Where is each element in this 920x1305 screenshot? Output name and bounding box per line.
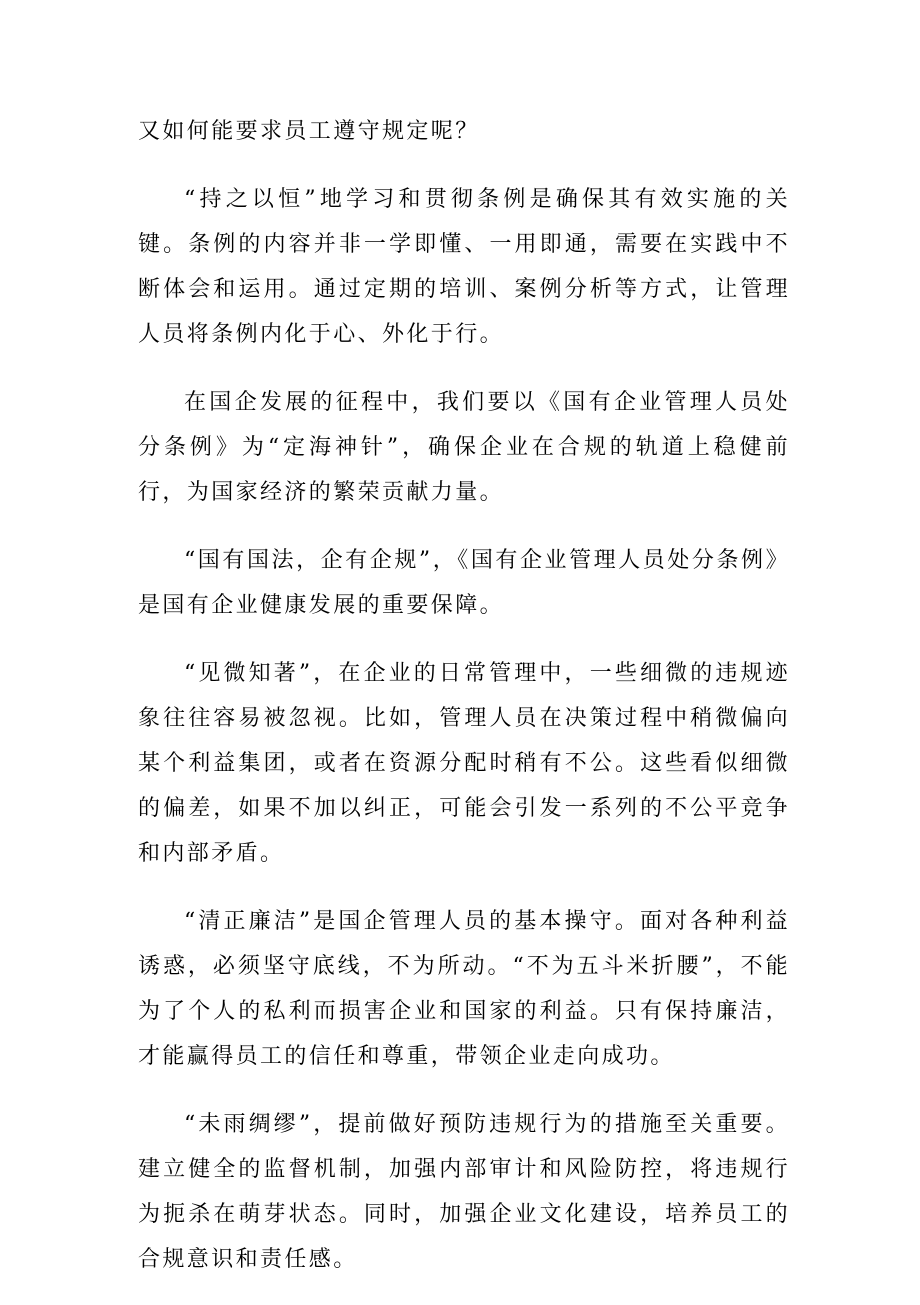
paragraph-subtle-signs: “见微知著”，在企业的日常管理中，一些细微的违规迹象往往容易被忽视。比如，管理人员在决策过程中稍微偏向某个利益集团，或者在资源分配时稍有不公。这些看似细微的偏差，如果不加以纠正，可能会引发一系列的不公平竞争和内部矛盾。 — [138, 661, 790, 866]
paragraph-state-law: “国有国法，企有企规”，《国有企业管理人员处分条例》是国有企业健康发展的重要保障。 — [138, 548, 790, 618]
paragraph-guiding-compass: 在国企发展的征程中，我们要以《国有企业管理人员处分条例》为“定海神针”，确保企业在合规的轨道上稳健前行，为国家经济的繁荣贡献力量。 — [138, 390, 790, 505]
document-body — [138, 109, 790, 1305]
paragraph-persistence: “持之以恒”地学习和贯彻条例是确保其有效实施的关键。条例的内容并非一学即懂、一用即通，需要在实践中不断体会和运用。通过定期的培训、案例分析等方式，让管理人员将条例内化于心、外化于行。 — [138, 187, 790, 347]
paragraph-prevention: “未雨绸缪”，提前做好预防违规行为的措施至关重要。建立健全的监督机制，加强内部审计和风险防控，将违规行为扼杀在萌芽状态。同时，加强企业文化建设，培养员工的合规意识和责任感。 — [138, 1112, 790, 1272]
paragraph-integrity: “清正廉洁”是国企管理人员的基本操守。面对各种利益诱惑，必须坚守底线，不为所动。“不为五斗米折腰”，不能为了个人的私利而损害企业和国家的利益。只有保持廉洁，才能赢得员工的信任和尊重，带领企业走向成功。 — [138, 909, 790, 1069]
paragraph-continuation: 又如何能要求员工遵守规定呢？ — [138, 119, 480, 144]
